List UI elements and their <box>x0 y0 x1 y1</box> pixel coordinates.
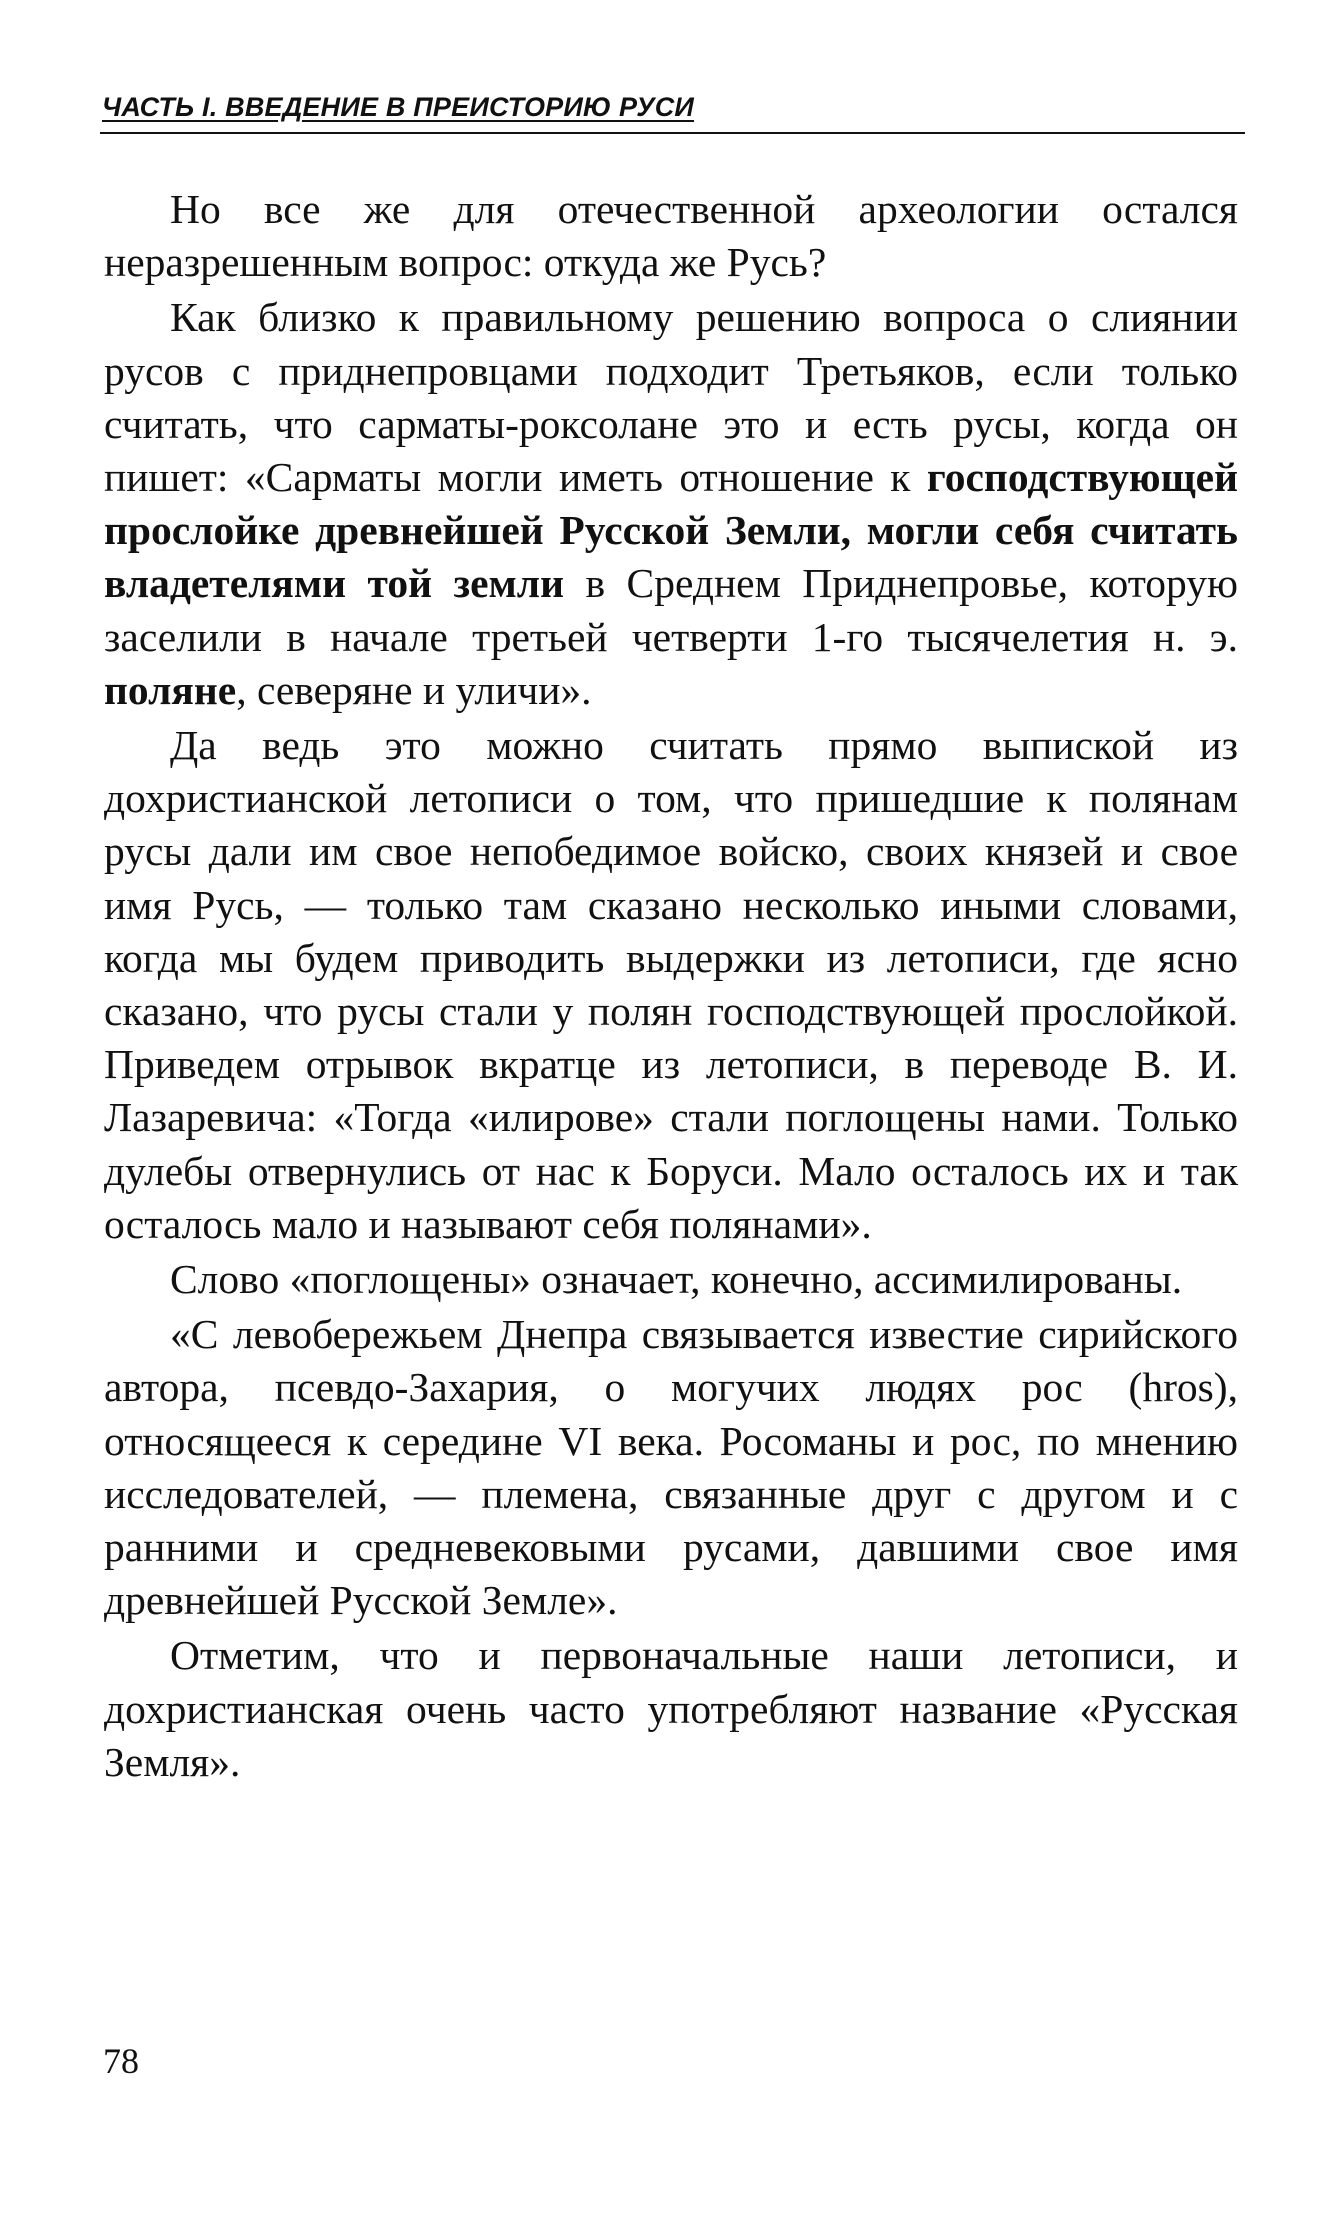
paragraph-2-text-b: в Среднем Приднепровье, которую заселили в начале третьей четверти 1-го тысячелетия н. э. <box>104 560 1239 660</box>
body-text <box>104 183 1238 1789</box>
paragraph-3-text: Да ведь это можно считать прямо выпиской из дохристианской летописи о том, что пришедшие к полянам русы дали им свое непобедимое войско, своих князей и свое имя Русь, — только там сказано несколько иными словами, когда мы будем приводить выдержки из летописи, где ясно сказано, что русы стали у полян господствующей прослойкой. Приведем отрывок вкратце из летописи, в переводе В. И. Лазаревича: «Тогда «илирове» стали поглощены нами. Только дулебы отвернулись от нас к Боруси. Мало осталось их и так осталось мало и называют себя полянами». <box>104 722 1238 1247</box>
paragraph-2 <box>104 291 1238 717</box>
paragraph-5-text: «С левобережьем Днепра связывается известие сирийского автора, псевдо-Захария, о могучих людях рос (hros), относящееся к середине VI века. Росоманы и рос, по мнению исследователей, — племена, связанные друг с другом и с ранними и средневековыми русами, давшими свое имя древнейшей Русской Земле». <box>104 1311 1238 1624</box>
paragraph-6-text: Отметим, что и первоначальные наши летописи, и дохристианская очень часто употребляют название «Русская Земля». <box>104 1632 1238 1785</box>
paragraph-3 <box>104 719 1238 1251</box>
running-header <box>100 86 1245 134</box>
page-number: 78 <box>103 2041 139 2081</box>
paragraph-6 <box>104 1629 1238 1789</box>
paragraph-2-text-c: , северяне и уличи». <box>236 666 592 713</box>
paragraph-4 <box>104 1253 1238 1306</box>
paragraph-2-bold-b: поляне <box>104 666 237 713</box>
paragraph-4-text: Слово «поглощены» означает, конечно, ассимилированы. <box>170 1256 1183 1303</box>
paragraph-2-bold-a: господствующей прослойке древнейшей Русской Земли, могли себя считать владетелями той земли <box>104 454 1238 607</box>
paragraph-2-text-a: Как близко к правильному решению вопроса о слиянии русов с приднепровцами подходит Третьяков, если только считать, что сарматы-роксолане это и есть русы, когда он пишет: «Сарматы могли иметь отношение к <box>104 294 1238 501</box>
running-header-title: ЧАСТЬ I. ВВЕДЕНИЕ В ПРЕИСТОРИЮ РУСИ <box>102 92 695 122</box>
paragraph-5 <box>104 1308 1238 1627</box>
paragraph-1-text: Но все же для отечественной археологии остался неразрешенным вопрос: откуда же Русь? <box>104 186 1238 286</box>
paragraph-1 <box>104 183 1238 289</box>
